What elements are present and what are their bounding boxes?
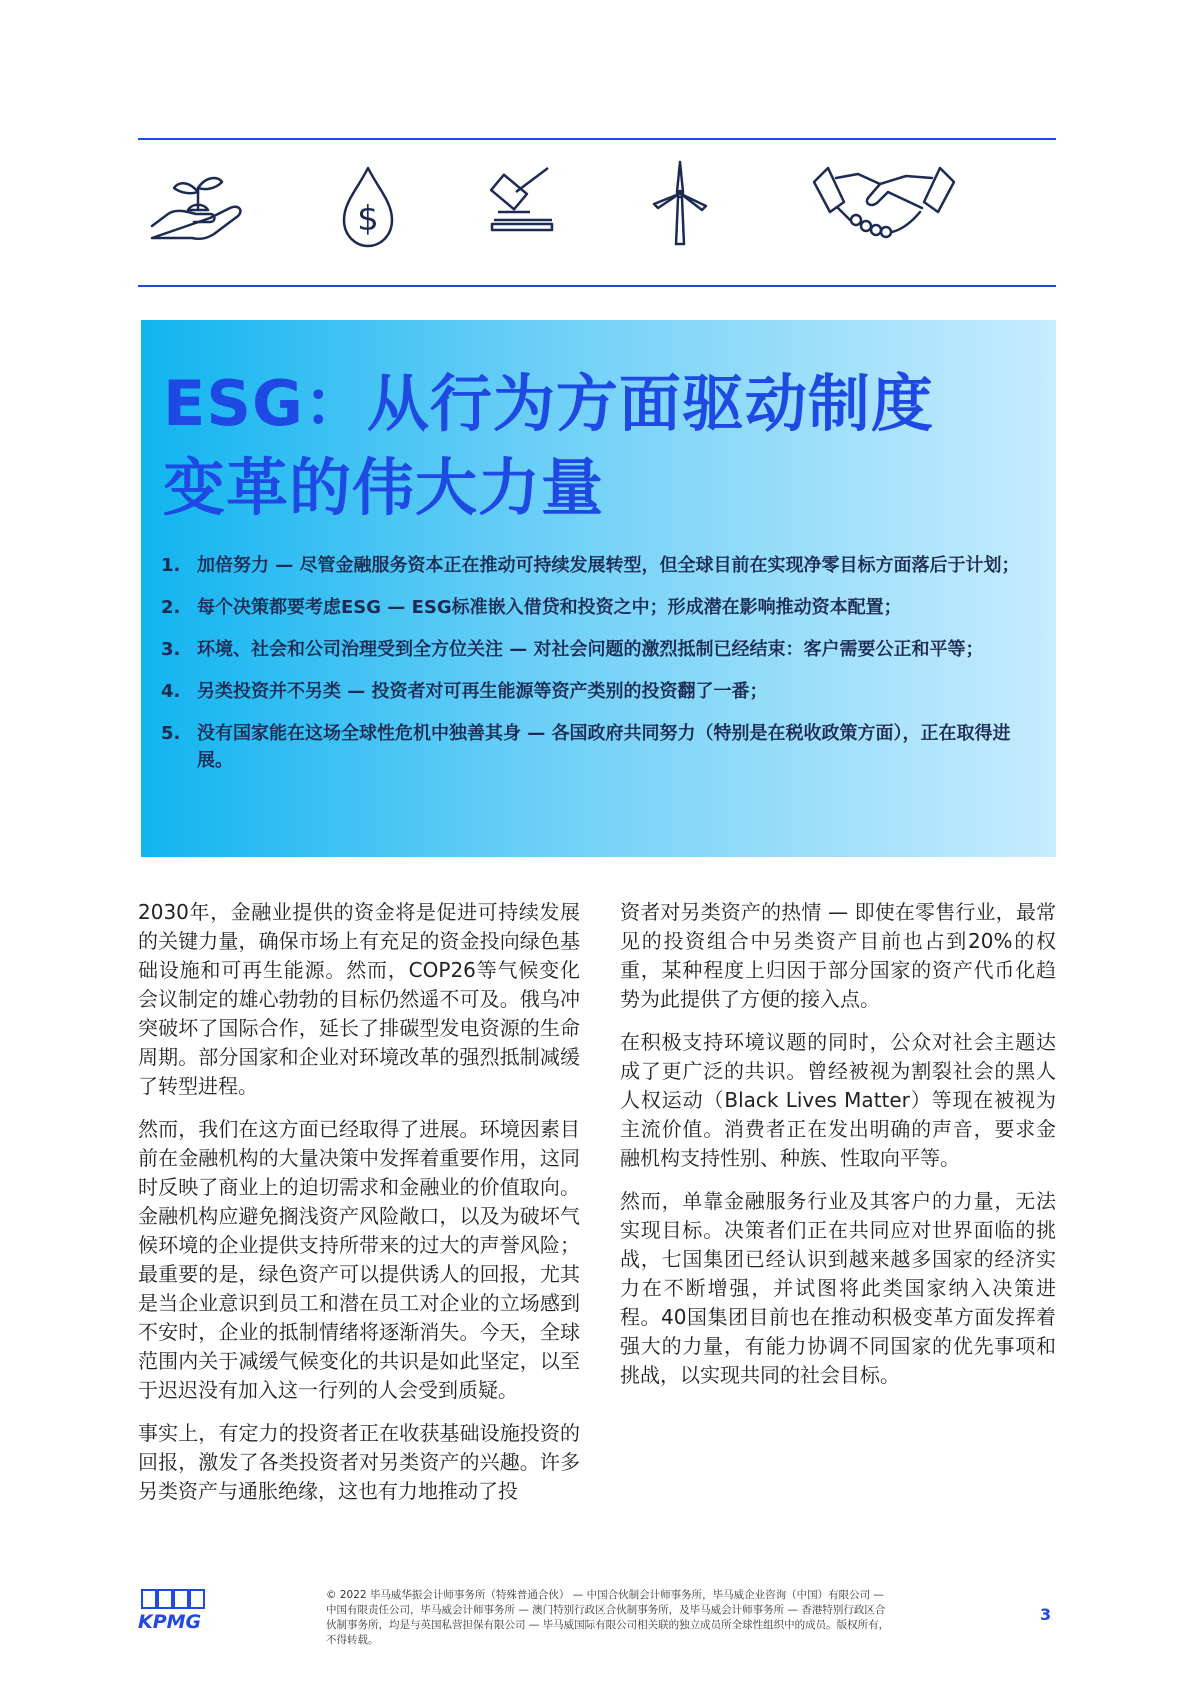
svg-text:$: $: [357, 199, 379, 239]
point-number: 3.: [161, 639, 181, 660]
wind-turbine-icon: [650, 158, 710, 248]
key-points-list: [161, 552, 1031, 789]
body-paragraph: 在积极支持环境议题的同时，公众对社会主题达成了更广泛的共识。曾经被视为割裂社会的黑人人权运动（Black Lives Matter）等现在被视为主流价值。消费者正在发出明确的声音，要求金融机构支持性别、种族、性取向平等。: [620, 1030, 1056, 1170]
point-number: 4.: [161, 681, 181, 702]
key-point: [161, 636, 1031, 663]
point-number: 1.: [161, 555, 181, 576]
point-number: 5.: [161, 723, 181, 744]
copyright-notice: © 2022 毕马威华振会计师事务所（特殊普通合伙） — 中国合伙制会计师事务所，毕马威企业咨询（中国）有限公司 — 中国有限责任公司，毕马威会计师事务所 — 澳门特别行政区合伙制事务所，及毕马威会计师事务所 — 香港特别行政区合伙制事务所，均是与英国私营担保有限公司 — 毕马威国际有限公司相关联的独立成员所全球性组织中的成员。版权所有，不得转载。: [326, 1589, 890, 1646]
key-point: [161, 720, 1031, 774]
hand-plant-icon: [148, 170, 248, 250]
body-paragraph: 然而，我们在这方面已经取得了进展。环境因素目前在金融机构的大量决策中发挥着重要作用，这同时反映了商业上的迫切需求和金融业的价值取向。金融机构应避免搁浅资产风险敞口，以及为破坏气候环境的企业提供支持所带来的过大的声誉风险；最重要的是，绿色资产可以提供诱人的回报，尤其是当企业意识到员工和潜在员工对企业的立场感到不安时，企业的抵制情绪将逐渐消失。今天，全球范围内关于减缓气候变化的共识是如此坚定，以至于迟迟没有加入这一行列的人会受到质疑。: [138, 1117, 580, 1402]
body-column-right: [620, 898, 1056, 1404]
point-text: 没有国家能在这场全球性危机中独善其身 — 各国政府共同努力（特别是在税收政策方面），正在取得进展。: [197, 723, 1011, 771]
point-text: 另类投资并不另类 — 投资者对可再生能源等资产类别的投资翻了一番；: [197, 681, 768, 702]
kpmg-logo: [138, 1588, 212, 1634]
title-line-2: 变革的伟大力量: [163, 451, 605, 524]
body-paragraph: 2030年，金融业提供的资金将是促进可持续发展的关键力量，确保市场上有充足的资金投向绿色基础设施和可再生能源。然而，COP26等气候变化会议制定的雄心勃勃的目标仍然遥不可及。俄乌冲突破坏了国际合作，延长了排碳型发电资源的生命周期。部分国家和企业对环境改革的强烈抵制减缓了转型进程。: [138, 900, 580, 1098]
title-line-1: ESG：从行为方面驱动制度: [163, 367, 934, 440]
svg-text:KPMG: KPMG: [138, 1611, 202, 1633]
page-title: [163, 362, 1023, 530]
money-drop-icon: [338, 164, 398, 250]
key-point: [161, 594, 1031, 621]
point-text: 加倍努力 — 尽管金融服务资本正在推动可持续发展转型，但全球目前在实现净零目标方面落后于计划；: [197, 555, 1020, 576]
icon-strip: [138, 150, 1056, 280]
handshake-icon: [810, 164, 958, 240]
bottom-divider: [138, 285, 1056, 287]
body-paragraph: 事实上，有定力的投资者正在收获基础设施投资的回报，激发了各类投资者对另类资产的兴趣。许多另类资产与通胀绝缘，这也有力地推动了投: [138, 1421, 580, 1503]
key-point: [161, 552, 1031, 579]
highlight-panel: [141, 320, 1056, 857]
top-divider: [138, 138, 1056, 140]
body-column-left: [138, 898, 580, 1520]
gavel-icon: [488, 162, 558, 242]
body-paragraph: 资者对另类资产的热情 — 即使在零售行业，最常见的投资组合中另类资产目前也占到20%的权重，某种程度上归因于部分国家的资产代币化趋势为此提供了方便的接入点。: [620, 900, 1056, 1011]
point-text: 环境、社会和公司治理受到全方位关注 — 对社会问题的激烈抵制已经结束：客户需要公正和平等；: [197, 639, 984, 660]
page-number: 3: [1040, 1605, 1052, 1624]
key-point: [161, 678, 1031, 705]
point-number: 2.: [161, 597, 181, 618]
body-paragraph: 然而，单靠金融服务行业及其客户的力量，无法实现目标。决策者们正在共同应对世界面临的挑战，七国集团已经认识到越来越多国家的经济实力在不断增强，并试图将此类国家纳入决策进程。40国集团目前也在推动积极变革方面发挥着强大的力量，有能力协调不同国家的优先事项和挑战，以实现共同的社会目标。: [620, 1189, 1056, 1387]
point-text: 每个决策都要考虑ESG — ESG标准嵌入借贷和投资之中；形成潜在影响推动资本配置；: [197, 597, 902, 618]
